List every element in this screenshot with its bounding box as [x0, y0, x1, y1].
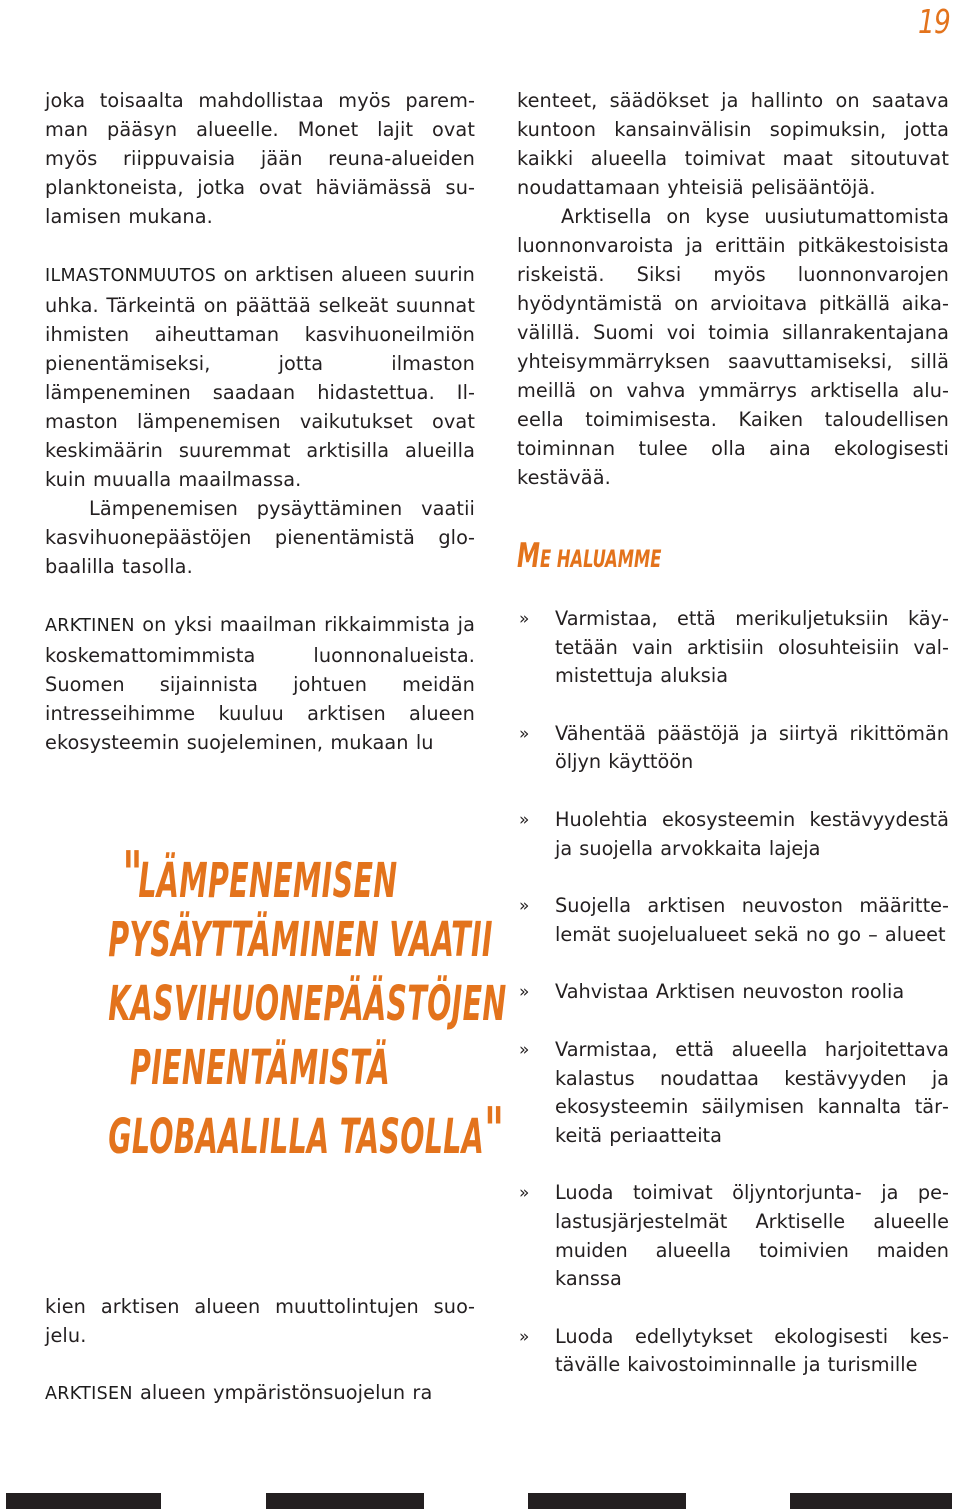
right-column: [517, 86, 949, 492]
lead-in-ilmastonmuutos: ILMASTONMUUTOS: [45, 266, 217, 286]
right-paragraph-2: Arktisella on kyse uusiutumattomista luonnonvaroista ja erittäin pitkäkestoisista riskeistä. Siksi myös luonnonvarojen hyödyntämistä on arvioitava pitkällä aikavälillä. Suomi voi toimia sillanrakentajana yhteisymmärryksen saavuttamiseksi, sillä meillä on vahva ymmärrys arktisella alueella toimimisesta. Kaiken taloudellisen toiminnan tulee olla aina ekologisesti kestävää.: [517, 205, 949, 489]
list-item: » Huolehtia ekosysteemin kestävyydestä ja suojella arvokkaita lajeja: [519, 807, 949, 860]
bullet-icon: »: [519, 1326, 530, 1347]
left-paragraph-4-text: on yksi maailman rikkaimmista ja koskemattomimmista luonnonalueista. Suomen sijainnista johtuen meidän intresseihimme kuuluu arktisen alueen ekosysteemin suojeleminen, mukaan lu: [45, 613, 475, 754]
left-paragraph-4: [45, 610, 475, 757]
left-paragraph-1: joka toisaalta mahdollistaa myös paremman pääsyn alueelle. Monet lajit ovat myös riippuvaisia jään reuna-alueiden planktoneista, jotka ovat häviämässä sulamisen mukana.: [45, 89, 475, 228]
left-paragraph-6: [45, 1378, 475, 1409]
footer-bar: [528, 1493, 686, 1509]
bullet-icon: »: [519, 723, 530, 744]
list-item: » Vahvistaa Arktisen neuvoston roolia: [517, 978, 949, 1007]
left-paragraph-5: kien arktisen alueen muuttolintujen suojelu.: [45, 1295, 475, 1347]
left-paragraph-2-text: on arktisen alueen suurin uhka. Tärkeintä on päättää selkeät suunnat ihmisten aiheuttaman kasvihuoneilmiön pienentämiseksi, jotta ilmaston lämpeneminen saadaan hidastettua. Ilmaston lämpenemisen vaikutukset ovat keskimäärin suuremmat arktisilla alueilla kuin muualla maailmassa.: [45, 263, 475, 491]
footer-bar: [6, 1493, 161, 1509]
bullet-icon: »: [519, 896, 530, 917]
footer-bar: [790, 1493, 952, 1509]
pull-quote-line-2: PYSÄYTTÄMINEN VAATII: [108, 912, 493, 968]
bullet-icon: »: [519, 982, 530, 1003]
list-item: » Suojella arktisen neuvoston määrittelemät suojelualueet sekä no go – alueet: [519, 894, 949, 946]
list-item: » Luoda toimivat öljyntorjunta- ja pelastusjärjestelmät Arktiselle alueelle muiden alueella toimivien maiden kanssa: [519, 1181, 949, 1291]
footer-bar: [266, 1493, 424, 1509]
lead-in-arktisen: ARKTISEN: [45, 1384, 133, 1404]
pull-quote-line-1: "LÄMPENEMISEN: [122, 839, 398, 913]
lead-in-arktinen: ARKTINEN: [45, 616, 135, 636]
bullet-icon: »: [519, 1183, 530, 1204]
left-paragraph-2: [45, 260, 475, 494]
page-number: 19: [918, 2, 950, 41]
bullet-icon: »: [519, 1039, 530, 1060]
close-quote-mark: ": [484, 1095, 501, 1169]
wants-list: [517, 605, 949, 1380]
list-item: » Vähentää päästöjä ja siirtyä rikittömän öljyn käyttöön: [519, 721, 949, 774]
left-column: [45, 86, 475, 757]
left-paragraph-3: Lämpenemisen pysäyttäminen vaatii kasvihuonepäästöjen pienentämistä globaalilla tasolla.: [45, 497, 475, 578]
pull-quote-line-5: GLOBAALILLA TASOLLA": [108, 1095, 501, 1169]
bullet-icon: »: [519, 809, 530, 830]
right-paragraph-1: kenteet, säädökset ja hallinto on saatava kuntoon kansainvälisin sopimuksin, jotta kaikki alueella toimivat maat sitoutuvat noudattamaan yhteisiä pelisääntöjä.: [517, 89, 949, 199]
pull-quote-line-4: PIENENTÄMISTÄ: [129, 1040, 390, 1096]
left-column-bottom: [45, 1292, 475, 1409]
section-heading: ME HALUAMME: [517, 536, 662, 576]
bullet-icon: »: [519, 609, 530, 629]
open-quote-mark: ": [122, 839, 139, 913]
list-item: » Luoda edellytykset ekologisesti kestävälle kaivostoiminnalle ja turismille: [519, 1324, 949, 1377]
list-item: » Varmistaa, että merikuljetuksiin käytetään vain arktisiin olosuhteisiin valmistettuja aluksia: [519, 607, 949, 688]
left-paragraph-6-text: alueen ympäristönsuojelun ra: [132, 1381, 433, 1404]
pull-quote-line-3: KASVIHUONEPÄÄSTÖJEN: [108, 976, 507, 1032]
pull-quote: [30, 839, 507, 1169]
list-item: » Varmistaa, että alueella harjoitettava kalastus noudattaa kestävyyden ja ekosysteemin säilymisen kannalta tärkeitä periaatteita: [519, 1037, 949, 1147]
